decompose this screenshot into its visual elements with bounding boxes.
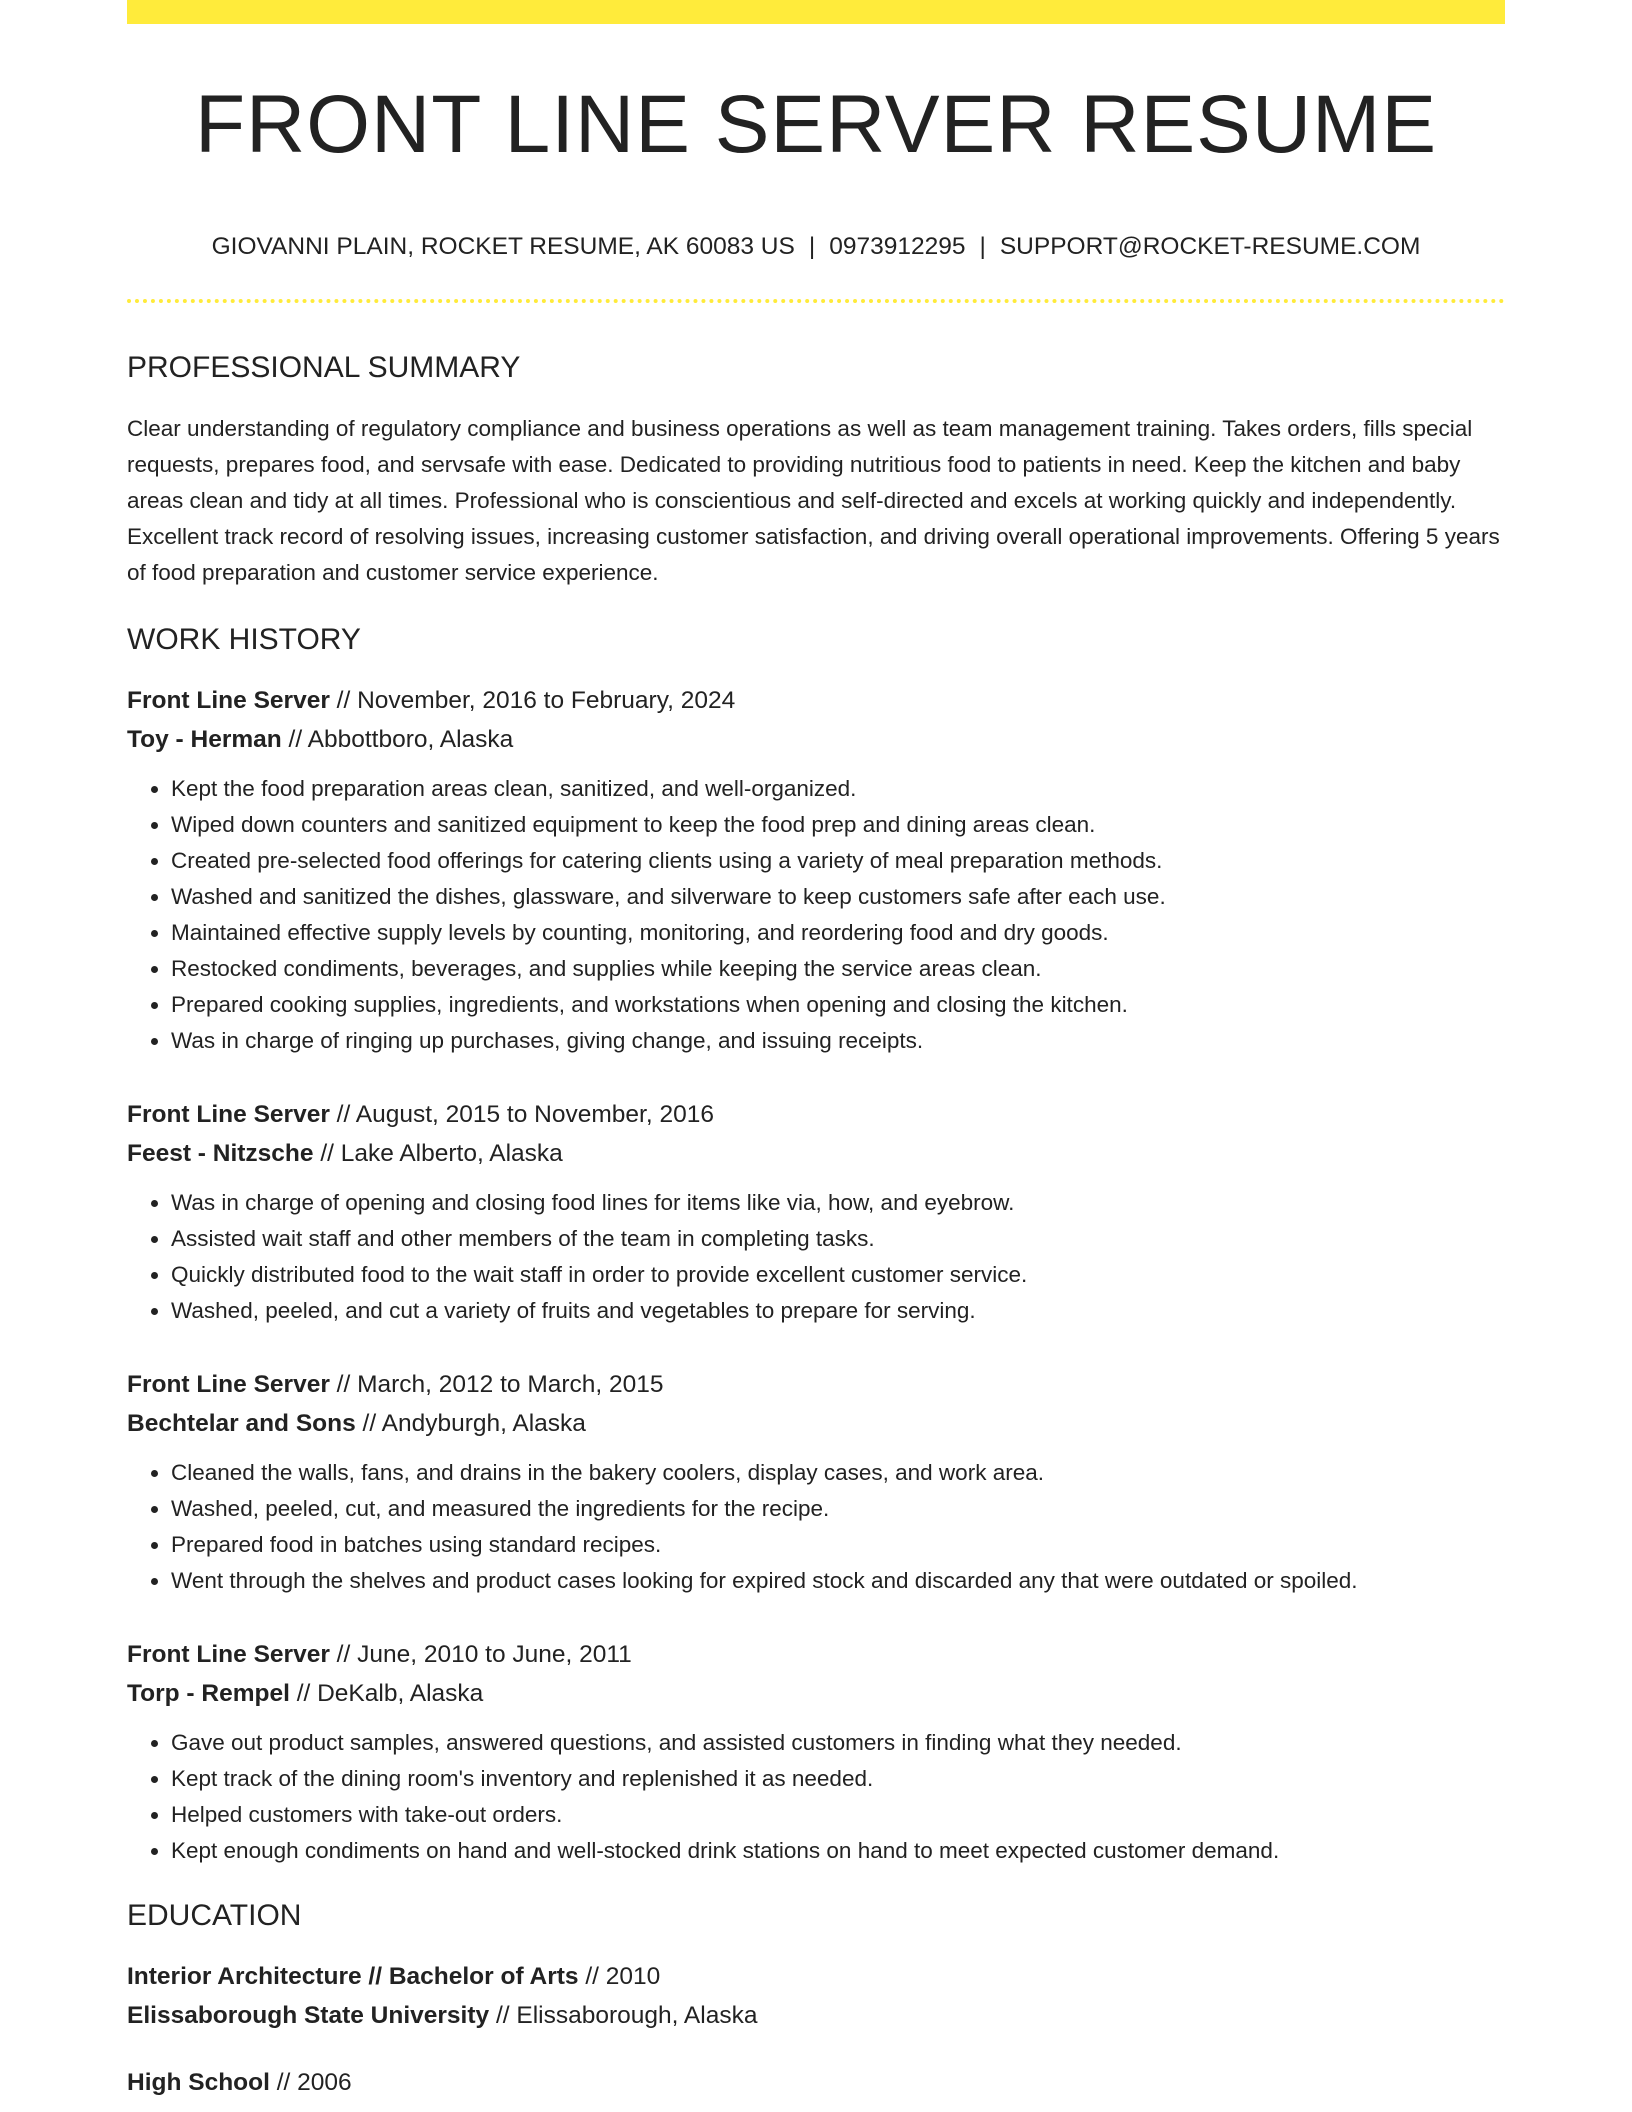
job-title: Front Line Server: [127, 687, 330, 714]
job-title-line: [127, 1365, 1505, 1404]
contact-separator: |: [979, 233, 986, 260]
education-degree: High School: [127, 2069, 270, 2096]
education-list: [127, 1957, 1505, 2102]
education-school-line: [127, 1996, 1505, 2035]
job-bullet: • Kept the food preparation areas clean, sanitized, and well-organized.: [171, 771, 1505, 807]
education-degree-line: [127, 2063, 1505, 2102]
job-bullet: • Cleaned the walls, fans, and drains in the bakery coolers, display cases, and work area.: [171, 1455, 1505, 1491]
job-company-line: [127, 720, 1505, 759]
job-location: // Andyburgh, Alaska: [355, 1410, 586, 1437]
education-degree-line: [127, 1957, 1505, 1996]
summary-text: Clear understanding of regulatory compliance and business operations as well as team management training. Takes orders, fills special requests, prepares food, and servsafe with ease. Dedicated to providing nutritious food to patients in need. Keep the kitchen and baby areas clean and tidy at all times. Professional who is conscientious and self-directed and excels at working quickly and independently. Excellent track record of resolving issues, increasing customer satisfaction, and driving overall operational improvements. Offering 5 years of food preparation and customer service experience.: [127, 416, 1500, 585]
education-degree: Interior Architecture // Bachelor of Arts: [127, 1963, 579, 1990]
education-year: // 2006: [269, 2069, 352, 2096]
job-company: Torp - Rempel: [127, 1680, 290, 1707]
job-bullet: • Assisted wait staff and other members of the team in completing tasks.: [171, 1221, 1505, 1257]
job-bullet: • Was in charge of opening and closing food lines for items like via, how, and eyebrow.: [171, 1185, 1505, 1221]
job-location: // Lake Alberto, Alaska: [313, 1140, 563, 1167]
job-entry: [127, 681, 1505, 1059]
job-bullet: • Wiped down counters and sanitized equipment to keep the food prep and dining areas clean.: [171, 807, 1505, 843]
job-bullet: • Kept enough condiments on hand and well-stocked drink stations on hand to meet expected customer demand.: [171, 1833, 1505, 1869]
job-title: Front Line Server: [127, 1641, 330, 1668]
resume-title: FRONT LINE SERVER RESUME: [194, 79, 1438, 170]
education-school: Elissaborough State University: [127, 2002, 490, 2029]
job-bullet: • Quickly distributed food to the wait staff in order to provide excellent customer service.: [171, 1257, 1505, 1293]
job-dates: // August, 2015 to November, 2016: [329, 1101, 714, 1128]
job-company: Bechtelar and Sons: [127, 1410, 356, 1437]
top-accent-bar: [127, 0, 1505, 24]
job-title-line: [127, 1635, 1505, 1674]
contact-address: GIOVANNI PLAIN, ROCKET RESUME, AK 60083 US: [211, 233, 795, 260]
education-entry: [127, 1957, 1505, 2035]
job-bullet: • Washed, peeled, cut, and measured the ingredients for the recipe.: [171, 1491, 1505, 1527]
job-location: // DeKalb, Alaska: [289, 1680, 484, 1707]
job-bullet-list: [127, 1455, 1505, 1599]
work-history-heading: WORK HISTORY: [127, 623, 361, 656]
contact-line: [127, 233, 1505, 261]
dotted-divider: [127, 299, 1505, 303]
education-entry: [127, 2063, 1505, 2102]
job-entry: [127, 1365, 1505, 1599]
job-title-line: [127, 681, 1505, 720]
job-company-line: [127, 1134, 1505, 1173]
job-location: // Abbottboro, Alaska: [281, 726, 514, 753]
education-year: // 2010: [578, 1963, 661, 1990]
job-bullet: • Helped customers with take-out orders.: [171, 1797, 1505, 1833]
job-bullet: • Prepared food in batches using standard recipes.: [171, 1527, 1505, 1563]
job-bullet: • Washed and sanitized the dishes, glassware, and silverware to keep customers safe after each use.: [171, 879, 1505, 915]
job-bullet: • Washed, peeled, and cut a variety of fruits and vegetables to prepare for serving.: [171, 1293, 1505, 1329]
job-company-line: [127, 1404, 1505, 1443]
job-dates: // November, 2016 to February, 2024: [329, 687, 736, 714]
job-title: Front Line Server: [127, 1371, 330, 1398]
job-bullet: • Kept track of the dining room's inventory and replenished it as needed.: [171, 1761, 1505, 1797]
job-bullet: • Gave out product samples, answered questions, and assisted customers in finding what they needed.: [171, 1725, 1505, 1761]
job-bullet: • Was in charge of ringing up purchases, giving change, and issuing receipts.: [171, 1023, 1505, 1059]
job-bullet: • Maintained effective supply levels by counting, monitoring, and reordering food and dry goods.: [171, 915, 1505, 951]
job-bullet: • Went through the shelves and product cases looking for expired stock and discarded any that were outdated or spoiled.: [171, 1563, 1505, 1599]
job-bullet: • Created pre-selected food offerings for catering clients using a variety of meal preparation methods.: [171, 843, 1505, 879]
education-location: // Elissaborough, Alaska: [489, 2002, 758, 2029]
education-heading: EDUCATION: [127, 1899, 302, 1932]
job-company: Toy - Herman: [127, 726, 282, 753]
job-title: Front Line Server: [127, 1101, 330, 1128]
contact-email: SUPPORT@ROCKET-RESUME.COM: [999, 233, 1421, 260]
job-bullet-list: [127, 1185, 1505, 1329]
contact-phone: 0973912295: [829, 233, 966, 260]
contact-separator: |: [808, 233, 816, 260]
job-entry: [127, 1635, 1505, 1869]
job-bullet: • Restocked condiments, beverages, and supplies while keeping the service areas clean.: [171, 951, 1505, 987]
job-bullet-list: [127, 771, 1505, 1059]
job-company: Feest - Nitzsche: [127, 1140, 314, 1167]
work-history-list: [127, 681, 1505, 1869]
resume-page: [127, 0, 1505, 2102]
job-dates: // March, 2012 to March, 2015: [329, 1371, 664, 1398]
job-bullet: • Prepared cooking supplies, ingredients, and workstations when opening and closing the kitchen.: [171, 987, 1505, 1023]
job-bullet-list: [127, 1725, 1505, 1869]
summary-heading: PROFESSIONAL SUMMARY: [127, 351, 521, 384]
job-company-line: [127, 1674, 1505, 1713]
job-title-line: [127, 1095, 1505, 1134]
job-dates: // June, 2010 to June, 2011: [329, 1641, 632, 1668]
job-entry: [127, 1095, 1505, 1329]
